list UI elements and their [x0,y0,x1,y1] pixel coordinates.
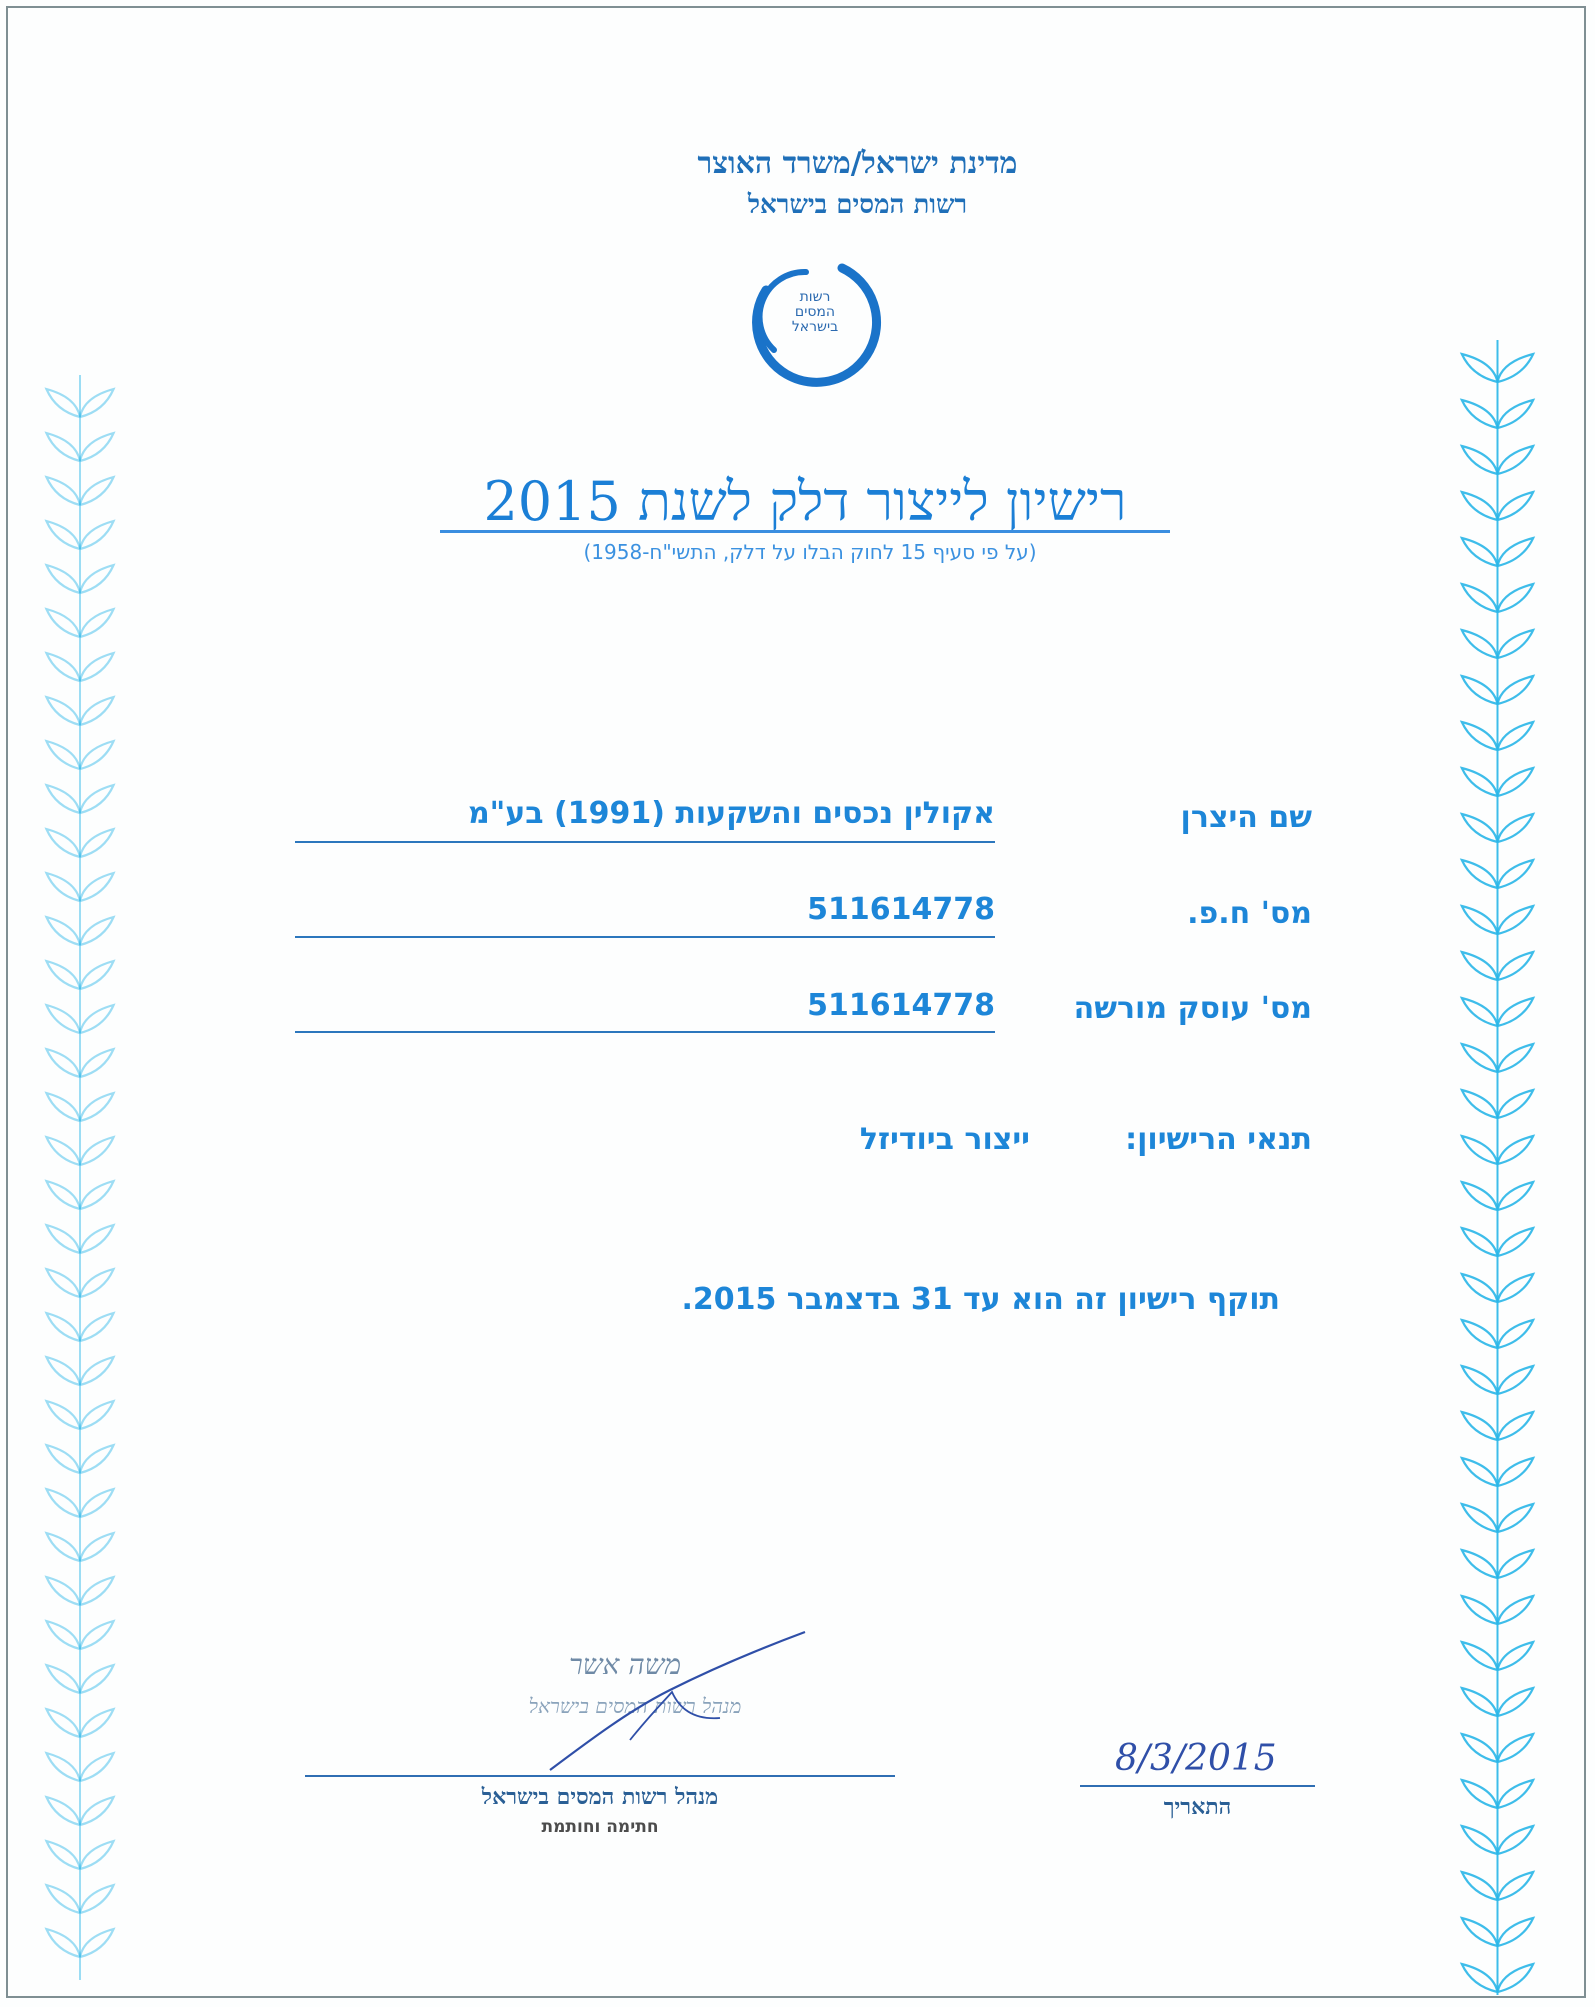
vine-leaf [1462,1918,1498,1946]
vine-leaf [80,1049,114,1077]
vine-leaf [46,1577,80,1605]
vine-leaf [1462,584,1498,612]
vine-leaf [1498,952,1534,980]
vine-leaf [80,389,114,417]
vine-leaf [1498,814,1534,842]
vine-leaf [80,961,114,989]
vine-leaf [80,741,114,769]
company-number-value: 511614778 [807,892,995,927]
manufacturer-name-label: שם היצרן [1180,800,1312,835]
dealer-number-rule [295,1031,995,1033]
signature-caption-note: חתימה וחותמת [541,1817,659,1837]
vine-leaf [80,609,114,637]
vine-leaf [1498,998,1534,1026]
license-title: רישיון לייצור דלק לשנת 2015 [483,470,1127,533]
vine-leaf [1462,1044,1498,1072]
vine-leaf [80,521,114,549]
vine-leaf [1462,1090,1498,1118]
vine-leaf [1498,1872,1534,1900]
vine-leaf [1462,676,1498,704]
vine-leaf [80,1489,114,1517]
vine-leaf [80,1181,114,1209]
vine-leaf [80,1313,114,1341]
vine-leaf [1498,906,1534,934]
handwritten-date-text: 8/3/2015 [1115,1738,1277,1779]
vine-leaf [46,1005,80,1033]
vine-leaf [46,1929,80,1957]
vine-leaf [80,1709,114,1737]
vine-leaf [1498,1366,1534,1394]
vine-leaf [1462,1274,1498,1302]
vine-leaf [1498,1274,1534,1302]
vine-leaf [1498,722,1534,750]
vine-leaf [1462,1642,1498,1670]
vine-leaf [1498,1642,1534,1670]
vine-leaf [80,1665,114,1693]
vine-leaf [46,565,80,593]
vine-leaf [1498,538,1534,566]
vine-leaf [1498,1596,1534,1624]
vine-leaf [46,829,80,857]
vine-leaf [1462,1780,1498,1808]
vine-leaf [46,521,80,549]
vine-leaf [46,477,80,505]
vine-leaf [46,1445,80,1473]
handwritten-date [1075,1720,1335,1790]
vine-leaf [80,1357,114,1385]
vine-leaf [46,961,80,989]
vine-leaf [46,389,80,417]
vine-leaf [1498,1550,1534,1578]
vine-leaf [1498,1412,1534,1440]
vine-leaf [46,1797,80,1825]
vine-leaf [46,917,80,945]
vine-leaf [46,609,80,637]
logo-text: רשות המסים בישראל [791,289,839,335]
signer-stamp-title: מנהל רשות המסים בישראל [528,1694,742,1718]
vine-leaf [1462,1964,1498,1992]
vine-leaf [80,433,114,461]
vine-leaf [46,1533,80,1561]
vine-leaf [80,1445,114,1473]
vine-leaf [1498,1044,1534,1072]
vine-leaf [1498,1182,1534,1210]
vine-leaf [1462,446,1498,474]
date-label: התאריך [1163,1794,1232,1820]
vine-leaf [1498,1780,1534,1808]
vine-leaf [80,829,114,857]
date-line [1080,1785,1315,1787]
vine-leaf [80,1885,114,1913]
vine-leaf [1498,446,1534,474]
vine-leaf [1462,906,1498,934]
vine-leaf [80,1577,114,1605]
vine-leaf [1462,1412,1498,1440]
vine-leaf [1498,1734,1534,1762]
vine-leaf [46,653,80,681]
vine-leaf [1462,1826,1498,1854]
signature-caption-title: מנהל רשות המסים בישראל [481,1784,719,1810]
left-vine-ornament [40,375,120,1980]
vine-leaf [1462,1688,1498,1716]
company-number-rule [295,936,995,938]
vine-leaf [1462,814,1498,842]
vine-leaf [46,1225,80,1253]
vine-leaf [80,785,114,813]
vine-leaf [1498,1826,1534,1854]
vine-leaf [1498,1688,1534,1716]
vine-leaf [80,1269,114,1297]
vine-leaf [80,1797,114,1825]
vine-leaf [46,1665,80,1693]
company-number-label: מס' ח.פ. [1187,896,1312,931]
vine-leaf [1462,1872,1498,1900]
vine-leaf [80,1093,114,1121]
vine-leaf [1462,1136,1498,1164]
vine-leaf [80,873,114,901]
dealer-number-label: מס' עוסק מורשה [1073,991,1312,1026]
vine-leaf [1462,768,1498,796]
vine-leaf [1498,1918,1534,1946]
vine-leaf [80,1401,114,1429]
vine-leaf [1462,722,1498,750]
vine-leaf [1498,1320,1534,1348]
vine-leaf [80,1621,114,1649]
vine-leaf [1498,400,1534,428]
vine-leaf [46,1621,80,1649]
vine-leaf [1498,1504,1534,1532]
vine-leaf [1462,1228,1498,1256]
vine-leaf [1462,1550,1498,1578]
vine-leaf [1462,538,1498,566]
vine-leaf [80,1137,114,1165]
vine-leaf [1498,584,1534,612]
ministry-heading: מדינת ישראל/משרד האוצר [697,146,1018,181]
vine-leaf [1462,1734,1498,1762]
vine-leaf [1498,354,1534,382]
vine-leaf [46,1049,80,1077]
vine-leaf [80,1929,114,1957]
right-vine-ornament [1455,340,1540,1995]
vine-leaf [46,1709,80,1737]
vine-leaf [1462,1596,1498,1624]
vine-leaf [1462,1320,1498,1348]
vine-leaf [46,1401,80,1429]
vine-leaf [80,653,114,681]
license-conditions-value: ייצור ביודיזל [859,1122,1030,1157]
vine-leaf [46,741,80,769]
vine-leaf [80,1533,114,1561]
vine-leaf [1462,400,1498,428]
vine-leaf [1498,1090,1534,1118]
vine-leaf [1462,630,1498,658]
vine-leaf [46,697,80,725]
vine-leaf [1462,1182,1498,1210]
vine-leaf [1462,1458,1498,1486]
vine-leaf [1462,998,1498,1026]
vine-leaf [46,1753,80,1781]
handwritten-signature [300,1620,900,1780]
vine-leaf [46,1841,80,1869]
vine-leaf [80,1753,114,1781]
vine-leaf [46,1313,80,1341]
vine-leaf [46,433,80,461]
vine-leaf [46,1269,80,1297]
vine-leaf [1498,492,1534,520]
vine-leaf [1462,952,1498,980]
vine-leaf [46,1885,80,1913]
vine-leaf [1498,768,1534,796]
signer-stamp-name: משה אשר [568,1648,682,1681]
license-validity: תוקף רישיון זה הוא עד 31 בדצמבר 2015. [681,1282,1280,1317]
vine-leaf [1498,676,1534,704]
vine-leaf [80,917,114,945]
vine-leaf [80,477,114,505]
vine-leaf [1462,1366,1498,1394]
vine-leaf [1498,630,1534,658]
vine-leaf [1462,354,1498,382]
vine-leaf [46,1489,80,1517]
vine-leaf [1498,1136,1534,1164]
manufacturer-name-rule [295,841,995,843]
vine-leaf [1498,1228,1534,1256]
title-underline [440,530,1170,533]
vine-leaf [80,1225,114,1253]
signature-line [305,1775,895,1777]
vine-leaf [46,1137,80,1165]
vine-leaf [80,565,114,593]
vine-leaf [46,1357,80,1385]
vine-leaf [46,785,80,813]
vine-leaf [46,873,80,901]
vine-leaf [46,1093,80,1121]
vine-leaf [80,697,114,725]
authority-heading: רשות המסים בישראל [747,190,968,220]
license-conditions-label: תנאי הרישיון: [1125,1122,1312,1157]
manufacturer-name-value: אקולין נכסים והשקעות (1991) בע"מ [467,796,995,831]
vine-leaf [1498,860,1534,888]
vine-leaf [1462,1504,1498,1532]
dealer-number-value: 511614778 [807,988,995,1023]
vine-leaf [80,1005,114,1033]
vine-leaf [1498,1964,1534,1992]
vine-leaf [46,1181,80,1209]
license-legal-basis: (על פי סעיף 15 לחוק הבלו על דלק, התשי"ח-1958) [583,540,1037,564]
vine-leaf [1498,1458,1534,1486]
vine-leaf [80,1841,114,1869]
vine-leaf [1462,860,1498,888]
vine-leaf [1462,492,1498,520]
